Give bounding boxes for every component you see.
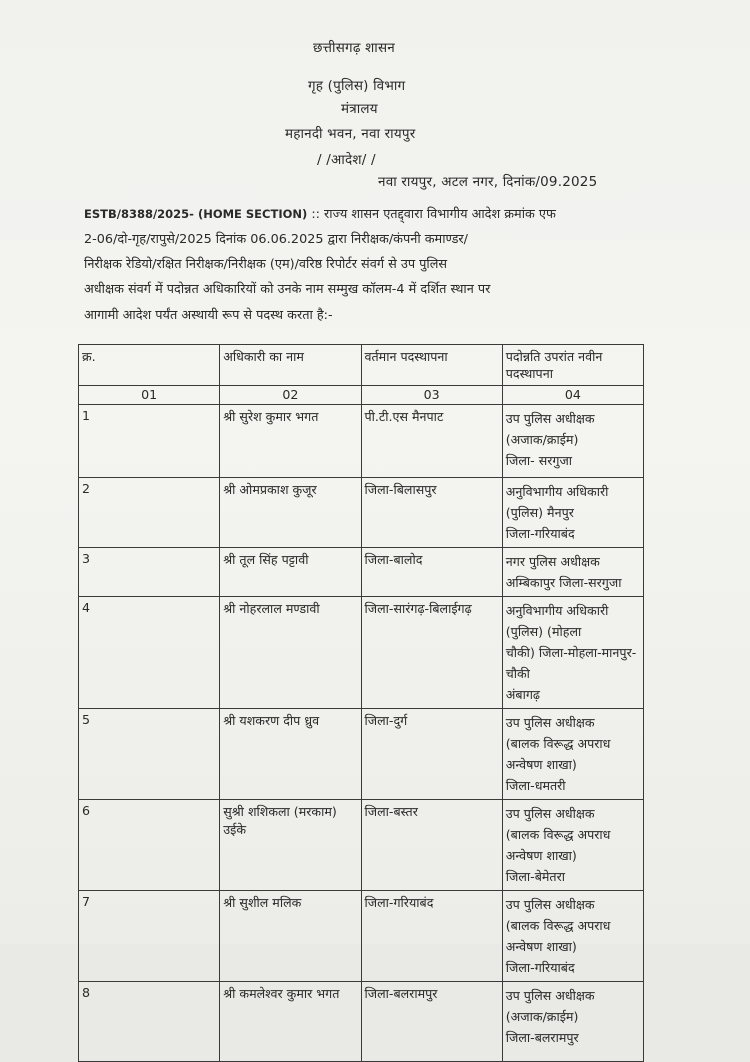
header-new-posting: पदोन्नति उपरांत नवीन पदस्थापना <box>502 345 643 386</box>
new-posting-line: (बालक विरूद्ध अपराध अन्वेषण शाखा) <box>505 827 611 863</box>
table-row <box>79 548 644 597</box>
new-posting <box>502 597 643 709</box>
column-number: 03 <box>361 386 502 405</box>
department-name: गृह (पुलिस) विभाग <box>308 78 406 94</box>
new-posting-line: उप पुलिस अधीक्षक <box>505 897 595 912</box>
new-posting-line: (अजाक/क्राईम) <box>505 1009 579 1024</box>
government-name: छत्तीसगढ़ शासन <box>313 40 396 56</box>
new-posting-line: जिला-धमतरी <box>505 778 566 793</box>
current-posting: जिला-बिलासपुर <box>361 478 502 548</box>
current-posting: जिला-सारंगढ़-बिलाईगढ़ <box>361 597 502 709</box>
current-posting: जिला-बलरामपुर <box>361 982 502 1062</box>
office-address: महानदी भवन, नवा रायपुर <box>285 126 416 142</box>
header-current-posting: वर्तमान पदस्थापना <box>361 345 502 386</box>
current-posting: पी.टी.एस मैनपाट <box>361 405 502 478</box>
order-body-line-5: आगामी आदेश पर्यंत अस्थायी रूप से पदस्थ करता है:- <box>84 308 333 323</box>
table-row <box>79 709 644 800</box>
row-serial: 3 <box>79 548 220 597</box>
row-serial: 7 <box>79 891 220 982</box>
ministry-label: मंत्रालय <box>341 101 378 117</box>
row-serial: 5 <box>79 709 220 800</box>
order-title: / /आदेश/ / <box>317 152 376 168</box>
new-posting-line: जिला-बेमेतरा <box>505 869 566 884</box>
new-posting-line: जिला- सरगुजा <box>505 453 573 468</box>
column-number: 02 <box>220 386 361 405</box>
new-posting-line: चौकी) जिला-मोहला-मानपुर-चौकी <box>505 645 637 681</box>
new-posting <box>502 478 643 548</box>
new-posting-line: जिला-गरियाबंद <box>505 526 575 541</box>
order-body-line-4: अधीक्षक संवर्ग में पदोन्नत अधिकारियों को उनके नाम सम्मुख कॉलम-4 में दर्शित स्थान पर <box>84 282 491 297</box>
new-posting <box>502 405 643 478</box>
header-officer-name: अधिकारी का नाम <box>220 345 361 386</box>
order-body-line-3: निरीक्षक रेडियो/रक्षित निरीक्षक/निरीक्षक (एम)/वरिष्ठ रिपोर्टर संवर्ग से उप पुलिस <box>84 257 448 272</box>
table-row <box>79 891 644 982</box>
new-posting-line: उप पुलिस अधीक्षक <box>505 806 595 821</box>
column-number: 01 <box>79 386 220 405</box>
officer-name: सुश्री शशिकला (मरकाम) उईके <box>220 800 361 891</box>
new-posting <box>502 800 643 891</box>
table-header-row <box>79 345 644 386</box>
column-number-row <box>79 386 644 405</box>
table-row <box>79 405 644 478</box>
row-serial: 4 <box>79 597 220 709</box>
order-body-line-1-text: :: राज्य शासन एतद्द्वारा विभागीय आदेश क्रमांक एफ <box>311 207 556 222</box>
column-number: 04 <box>502 386 643 405</box>
order-body-line-2: 2-06/दो-गृह/रापुसे/2025 दिनांक 06.06.2025 द्वारा निरीक्षक/कंपनी कमाण्डर/ <box>84 232 468 247</box>
officer-name: श्री यशकरण दीप ध्रुव <box>220 709 361 800</box>
new-posting-line: अनुविभागीय अधिकारी (पुलिस) (मोहला <box>505 603 609 639</box>
order-reference: ESTB/8388/2025- (HOME SECTION) <box>84 207 308 221</box>
new-posting-line: उप पुलिस अधीक्षक <box>505 715 595 730</box>
current-posting: जिला-गरियाबंद <box>361 891 502 982</box>
current-posting: जिला-बस्तर <box>361 800 502 891</box>
officer-name: श्री सुशील मलिक <box>220 891 361 982</box>
row-serial: 2 <box>79 478 220 548</box>
current-posting: जिला-दुर्ग <box>361 709 502 800</box>
order-body-line-1 <box>84 204 556 222</box>
row-serial: 6 <box>79 800 220 891</box>
table-row <box>79 800 644 891</box>
header-serial: क्र. <box>79 345 220 386</box>
posting-table <box>78 344 644 1062</box>
officer-name: श्री नोहरलाल मण्डावी <box>220 597 361 709</box>
new-posting-line: अम्बिकापुर जिला-सरगुजा <box>505 575 622 590</box>
row-serial: 1 <box>79 405 220 478</box>
new-posting-line: अंबागढ़ <box>505 687 541 702</box>
officer-name: श्री तूल सिंह पट्टावी <box>220 548 361 597</box>
new-posting <box>502 891 643 982</box>
new-posting-line: (अजाक/क्राईम) <box>505 432 579 447</box>
row-serial: 8 <box>79 982 220 1062</box>
new-posting-line: जिला-गरियाबंद <box>505 960 575 975</box>
new-posting-line: नगर पुलिस अधीक्षक <box>505 554 600 569</box>
new-posting <box>502 709 643 800</box>
new-posting-line: (बालक विरूद्ध अपराध अन्वेषण शाखा) <box>505 918 611 954</box>
current-posting: जिला-बालोद <box>361 548 502 597</box>
officer-name: श्री ओमप्रकाश कुजूर <box>220 478 361 548</box>
new-posting-line: उप पुलिस अधीक्षक <box>505 411 595 426</box>
new-posting-line: उप पुलिस अधीक्षक <box>505 988 595 1003</box>
new-posting <box>502 982 643 1062</box>
table-row <box>79 478 644 548</box>
place-date-line: नवा रायपुर, अटल नगर, दिनांक/09.2025 <box>378 174 598 190</box>
officer-name: श्री कमलेश्वर कुमार भगत <box>220 982 361 1062</box>
new-posting-line: (बालक विरूद्ध अपराध अन्वेषण शाखा) <box>505 736 611 772</box>
table-row <box>79 597 644 709</box>
new-posting-line: अनुविभागीय अधिकारी (पुलिस) मैनपुर <box>505 484 609 520</box>
new-posting-line: जिला-बलरामपुर <box>505 1030 579 1045</box>
officer-name: श्री सुरेश कुमार भगत <box>220 405 361 478</box>
table-row <box>79 982 644 1062</box>
new-posting <box>502 548 643 597</box>
